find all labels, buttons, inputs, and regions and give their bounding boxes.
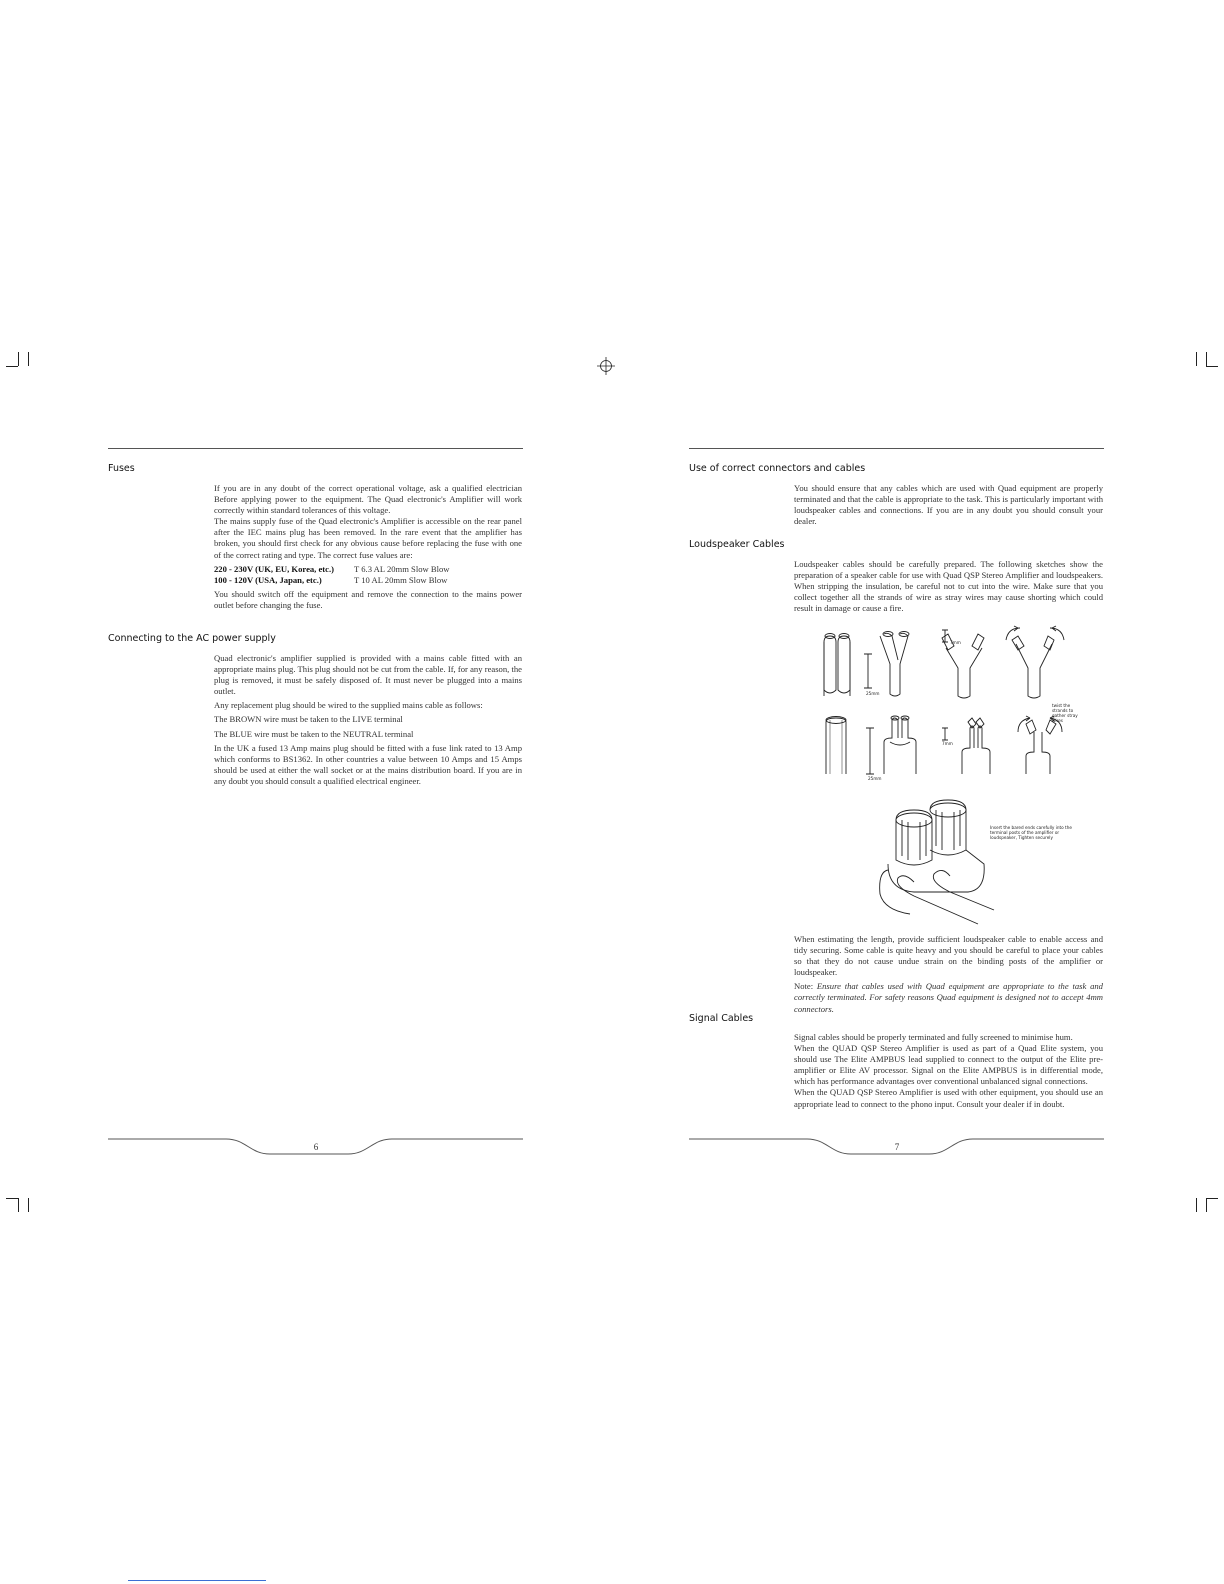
loudspeaker-body: [794, 559, 1103, 617]
section-heading: Use of correct connectors and cables: [689, 463, 866, 474]
note-text: Ensure that cables used with Quad equipment are appropriate to the task and correctly terminated. For safety reasons Quad equipment is designed not to accept 4mm connectors.: [794, 981, 1103, 1014]
section-heading: Fuses: [108, 463, 135, 474]
paragraph: When estimating the length, provide sufficient loudspeaker cable to enable access and tidy securing. Some cable is quite heavy and you should be careful to place your cables so that they do not cause undue strain on the binding posts of the amplifier or loudspeaker.: [794, 934, 1103, 978]
top-rule: [689, 448, 1104, 449]
paragraph: If you are in any doubt of the correct operational voltage, ask a qualified electrician Before applying power to the equipment. The Quad electronic's Amplifier will work correctly within standard tolerances of this voltage.: [214, 483, 522, 516]
signal-cables-body: [794, 1032, 1103, 1110]
note-prefix: Note:: [794, 981, 817, 992]
page-number: 6: [313, 1142, 319, 1152]
crop-mark: [28, 1198, 29, 1212]
coax-cable-sketch: [826, 717, 846, 775]
page-number: 7: [894, 1142, 900, 1152]
registration-mark-icon: [596, 356, 616, 376]
section-heading: Loudspeaker Cables: [689, 539, 785, 550]
crop-mark: [6, 366, 18, 367]
twisted-strands-sketch: [1006, 626, 1064, 698]
coax-stripped-sketch: [962, 718, 990, 774]
fuse-voltage-label: 100 - 120V (USA, Japan, etc.): [214, 574, 322, 585]
fuses-body: [214, 483, 522, 614]
section-heading: Signal Cables: [689, 1013, 754, 1024]
paragraph: The BROWN wire must be taken to the LIVE terminal: [214, 714, 403, 725]
ac-power-body: [214, 653, 522, 790]
crop-mark: [1196, 1198, 1197, 1212]
paragraph: Signal cables should be properly terminated and fully screened to minimise hum.: [794, 1032, 1073, 1042]
figure-label: 7mm: [942, 741, 953, 746]
cable-preparation-figure: [818, 624, 1098, 926]
figure-label: twist the strands to gather stray wires: [1052, 703, 1078, 723]
fuse-voltage-label: 220 - 230V (UK, EU, Korea, etc.): [214, 563, 334, 574]
twin-cable-sketch: [824, 634, 850, 697]
paragraph: The mains supply fuse of the Quad electronic's Amplifier is accessible on the rear panel after the IEC mains plug has been removed. In the rare event that the amplifier has broken, you should first check for any obvious cause before replacing the fuse with one of the correct rating and type. The correct fuse values are:: [214, 516, 522, 560]
paragraph: In the UK a fused 13 Amp mains plug should be fitted with a fuse link rated to 13 Amp which conforms to BS1362. In other countries a value between 10 Amps and 15 Amps should be used at either the wall socket or at the mains distribution board. If you are in any doubt you should consult a qualified electrical engineer.: [214, 742, 522, 786]
paragraph: When the QUAD QSP Stereo Amplifier is used with other equipment, you should use an appropriate lead to connect to the phono input. Consult your dealer if in doubt.: [794, 1087, 1103, 1109]
paragraph: Loudspeaker cables should be carefully prepared. The following sketches show the preparation of a speaker cable for use with Quad QSP Stereo Amplifier and loudspeakers. When stripping the insulation, be careful not to cut into the wire. Make sure that you collect together all the strands of wire as stray wires may cause shorting which could result in damage or cause a fire.: [794, 559, 1103, 614]
paragraph: You should ensure that any cables which are used with Quad equipment are properly terminated and that the cable is appropriate to the task. This is particularly important with loudspeaker cables and connections. If you are in any doubt you should consult your dealer.: [794, 483, 1103, 527]
loudspeaker-after-body: [794, 934, 1103, 1018]
crop-mark: [28, 352, 29, 366]
coax-twisted-sketch: [1018, 716, 1062, 774]
fuse-value: T 6.3 AL 20mm Slow Blow: [354, 563, 450, 574]
crop-mark: [6, 1198, 18, 1199]
figure-label: Insert the bared ends carefully into the terminal posts of the amplifier or loudspeaker, Tighten securely: [990, 825, 1072, 840]
crop-mark: [18, 352, 19, 366]
figure-label: 7mm: [950, 640, 961, 645]
crop-mark: [1206, 366, 1218, 367]
binding-posts-sketch: [880, 800, 994, 924]
paragraph: The BLUE wire must be taken to the NEUTRAL terminal: [214, 728, 414, 739]
crop-mark: [1196, 352, 1197, 366]
stripped-cable-sketch: [942, 634, 984, 698]
split-cable-sketch: [880, 632, 909, 697]
crop-mark: [1206, 1198, 1218, 1199]
crop-mark: [18, 1198, 19, 1212]
note: [794, 981, 1103, 1014]
paragraph: Quad electronic's amplifier supplied is provided with a mains cable fitted with an appropriate mains plug. This plug should not be cut from the cable. If, for any reason, the plug is removed, it must be safely disposed of. It must never be plugged into a mains outlet.: [214, 653, 522, 697]
section-heading: Connecting to the AC power supply: [108, 633, 276, 644]
bottom-blue-line: [128, 1580, 266, 1581]
coax-split-sketch: [884, 716, 916, 774]
paragraph: You should switch off the equipment and remove the connection to the mains power outlet before changing the fuse.: [214, 588, 522, 610]
fuse-row: [214, 564, 522, 575]
connectors-body: [794, 483, 1103, 530]
crop-mark: [1206, 352, 1207, 366]
fuse-value: T 10 AL 20mm Slow Blow: [354, 574, 448, 585]
fuse-row: [214, 575, 522, 586]
crop-mark: [1206, 1198, 1207, 1212]
paragraph: When the QUAD QSP Stereo Amplifier is used as part of a Quad Elite system, you should use The Elite AMPBUS lead supplied to connect to the output of the Elite pre-amplifier or Elite AV processor. Signal on the Elite AMPBUS is in differential mode, which has performance advantages over conventional unbalanced signal connections.: [794, 1043, 1103, 1087]
figure-label: 25mm: [866, 691, 880, 696]
figure-label: 25mm: [868, 776, 882, 781]
top-rule: [108, 448, 523, 449]
paragraph: Any replacement plug should be wired to the supplied mains cable as follows:: [214, 700, 483, 711]
